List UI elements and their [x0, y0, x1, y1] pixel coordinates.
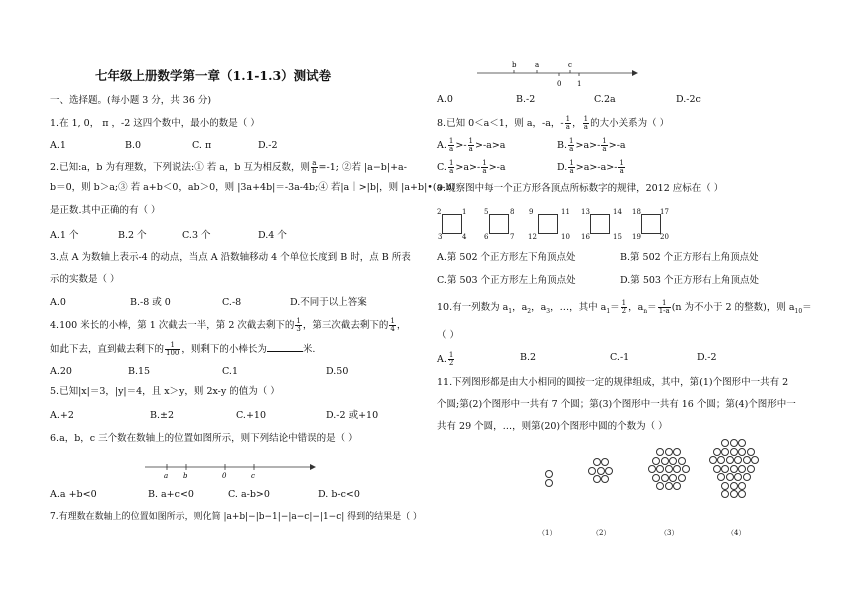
- q11-line1: 11.下列图形都是由大小相同的圆按一定的规律组成，其中，第(1)个图形中一共有 2: [437, 377, 789, 388]
- q2-option-d: D.4 个: [258, 230, 287, 241]
- circle: [721, 465, 729, 473]
- q10-option-d: D.-2: [697, 352, 717, 363]
- figure-caption-2: （2）: [592, 529, 611, 537]
- section-heading: 一、选择题。(每小题 3 分，共 36 分): [50, 95, 212, 106]
- q6-option-b: B. a+c<0: [148, 489, 194, 500]
- q1-option-b: B.0: [125, 140, 142, 151]
- circle: [678, 474, 686, 482]
- page-title: 七年级上册数学第一章（1.1-1.3）测试卷: [95, 68, 332, 83]
- q9-option-a: A.第 502 个正方形左下角顶点处: [437, 252, 576, 263]
- circle: [747, 448, 755, 456]
- q4-option-b: B.15: [128, 366, 151, 377]
- q4-line1: 4.100 米长的小棒，第 1 次截去一半，第 2 次截去剩下的 $\frac{1}{3}$ ，第三次截去剩下的 $\frac{1}{4}$ ，: [50, 317, 407, 333]
- q6-label-c: c: [251, 472, 255, 480]
- circle: [673, 482, 681, 490]
- circle: [743, 456, 751, 464]
- q6-label-a: a: [164, 472, 169, 480]
- circle: [665, 465, 673, 473]
- figure-caption-4: （4）: [727, 529, 746, 537]
- circle: [669, 474, 677, 482]
- circle: [652, 474, 660, 482]
- q11-line2: 个圆;第(2)个图形中一共有 7 个圆；第(3)个图形中一共有 16 个圆；第(4)个图形中一: [437, 399, 796, 410]
- q9-option-b: B.第 502 个正方形右上角顶点处: [620, 252, 759, 263]
- circle: [751, 456, 759, 464]
- figure-caption-1: （1）: [538, 529, 557, 537]
- circle: [545, 470, 553, 478]
- q2-fraction: $\frac{a}{b}$: [312, 159, 317, 175]
- q6-label-b: b: [183, 472, 188, 480]
- q3-line1: 3.点 A 为数轴上表示-4 的动点，当点 A 沿数轴移动 4 个单位长度到 B 时，点 B 所表: [50, 252, 411, 263]
- circle: [717, 456, 725, 464]
- q2-line2: b＝0，则 b＞a;③ 若 a+b＜0，ab＞0，则 |3a+4b|＝-3a-4b;④ 若|a｜>|b|，则 |a+b|•(a-b): [50, 182, 456, 193]
- circle: [661, 457, 669, 465]
- q3-option-b: B.-8 或 0: [130, 297, 171, 308]
- answer-blank: [267, 342, 303, 352]
- q7-option-b: B.-2: [516, 94, 536, 105]
- circle: [730, 439, 738, 447]
- circle: [747, 465, 755, 473]
- q9-option-d: D.第 503 个正方形右上角顶点处: [620, 275, 759, 286]
- circle: [721, 439, 729, 447]
- q3-option-a: A.0: [50, 297, 66, 308]
- circle: [721, 490, 729, 498]
- circle: [656, 465, 664, 473]
- q5-option-b: B.±2: [150, 410, 175, 421]
- circle: [713, 465, 721, 473]
- circle: [652, 457, 660, 465]
- q10-option-c: C.-1: [610, 352, 630, 363]
- circle: [730, 465, 738, 473]
- q2-line3: 是正数.其中正确的有（ ）: [50, 205, 161, 216]
- circle: [648, 465, 656, 473]
- q7-option-a: A.0: [437, 94, 453, 105]
- figure-caption-3: （3）: [660, 529, 679, 537]
- q11-line3: 共有 29 个圆，…，则第(20)个图形中圆的个数为（ ）: [437, 421, 668, 432]
- circle: [665, 448, 673, 456]
- q6-option-a: A.a +b<0: [50, 489, 97, 500]
- circle: [673, 448, 681, 456]
- q8-option-c: C. $\frac{1}{a}$ >a>- $\frac{1}{a}$ >-a: [437, 159, 506, 175]
- q1-text: 1.在 1, 0， π ，-2 这四个数中，最小的数是（ ）: [50, 118, 260, 129]
- circle: [665, 482, 673, 490]
- circle: [730, 482, 738, 490]
- square-5: [641, 214, 661, 234]
- q10-paren: （ ）: [437, 330, 460, 341]
- q5-text: 5.已知|x|＝3，|y|＝4，且 x＞y，则 2x-y 的值为（ ）: [50, 386, 280, 397]
- circle: [721, 448, 729, 456]
- q5-option-c: C.+10: [236, 410, 266, 421]
- q3-option-d: D.不同于以上答案: [290, 297, 367, 308]
- q6-option-c: C. a-b>0: [228, 489, 270, 500]
- q10-text: 10.有一列数为 $a_1$，$a_2$，$a_3$，…，其中 $a_1=$ $\frac{1}{2}$ ，$a_n=$ $\frac{1}{1-a}$ (n 为不小于 2 的整数)，则 $a_{10}=$: [437, 299, 812, 315]
- q7-option-c: C.2a: [594, 94, 616, 105]
- circle: [743, 473, 751, 481]
- q2-option-c: C.3 个: [182, 230, 211, 241]
- circle: [656, 482, 664, 490]
- axis-label-1: 1: [577, 80, 582, 88]
- q9-option-c: C.第 503 个正方形左上角顶点处: [437, 275, 576, 286]
- square-1: [442, 214, 462, 234]
- circle: [726, 456, 734, 464]
- q8-option-d: D. $\frac{1}{a}$ >a>-a>- $\frac{1}{a}$: [557, 159, 624, 175]
- circle: [682, 465, 690, 473]
- q2-line1: 2.已知:a，b 为有理数，下列说法:① 若 a，b 互为相反数，则 $\frac{a}{b}$ =-1; ②若 |a−b|+a-: [50, 159, 407, 175]
- q3-line2: 示的实数是（ ）: [50, 274, 120, 285]
- q7-text: 7.有理数在数轴上的位置如图所示，则化简 |a+b|−|b−1|−|a−c|−|1−c| 得到的结果是（ ）: [50, 512, 423, 522]
- q7-option-d: D.-2c: [676, 94, 701, 105]
- q8-option-b: B. $\frac{1}{a}$ >a>- $\frac{1}{a}$ >-a: [557, 137, 626, 153]
- circle: [545, 479, 553, 487]
- q4-option-d: D.50: [326, 366, 349, 377]
- q6-option-d: D. b-c<0: [318, 489, 360, 500]
- q4-option-c: C.1: [222, 366, 238, 377]
- circle: [738, 448, 746, 456]
- circle: [738, 465, 746, 473]
- q1-option-c: C. π: [192, 140, 212, 151]
- q1-option-d: D.-2: [258, 140, 278, 151]
- circle: [597, 467, 605, 475]
- circle: [738, 439, 746, 447]
- circle: [730, 490, 738, 498]
- q10-option-a: A. $\frac{1}{2}$: [437, 351, 454, 367]
- circle: [709, 456, 717, 464]
- circle: [721, 482, 729, 490]
- q6-text: 6.a，b，c 三个数在数轴上的位置如图所示，则下列结论中错误的是（ ）: [50, 433, 358, 444]
- q9-text: 9.观察图中每一个正方形各顶点所标数字的规律，2012 应标在（ ）: [437, 183, 724, 194]
- circle: [588, 467, 596, 475]
- q5-option-a: A.+2: [50, 410, 74, 421]
- q5-option-d: D.-2 或+10: [326, 410, 379, 421]
- square-3: [538, 214, 558, 234]
- circle: [738, 490, 746, 498]
- circle: [605, 467, 613, 475]
- circle: [669, 457, 677, 465]
- circle: [593, 458, 601, 466]
- q3-option-c: C.-8: [222, 297, 242, 308]
- q1-option-a: A.1: [50, 140, 66, 151]
- q7-number-line: [472, 58, 642, 90]
- circle: [593, 475, 601, 483]
- circle: [661, 474, 669, 482]
- square-4: [590, 214, 610, 234]
- q4-line2: 如此下去，直到截去剩下的 $\frac{1}{100}$ ，则剩下的小棒长为 米.: [50, 341, 316, 357]
- circle: [734, 473, 742, 481]
- q6-number-line: [140, 462, 320, 480]
- q2-option-a: A.1 个: [50, 230, 79, 241]
- circle: [726, 473, 734, 481]
- axis-label-a: a: [535, 61, 540, 69]
- axis-label-b: b: [512, 61, 517, 69]
- q10-option-b: B.2: [520, 352, 537, 363]
- axis-label-0: 0: [557, 80, 562, 88]
- axis-label-c: c: [568, 61, 572, 69]
- q8-text: 8.已知 0＜a＜1，则 a，-a，- $\frac{1}{a}$ ， $\frac{1}{a}$ 的大小关系为（ ）: [437, 115, 670, 131]
- q8-option-a: A. $\frac{1}{a}$ >- $\frac{1}{a}$ >-a>a: [437, 137, 506, 153]
- circle: [656, 448, 664, 456]
- q4-option-a: A.20: [50, 366, 72, 377]
- circle: [730, 448, 738, 456]
- q6-label-0: 0: [222, 472, 227, 480]
- q2-option-b: B.2 个: [118, 230, 147, 241]
- circle: [601, 475, 609, 483]
- square-2: [489, 214, 509, 234]
- circle: [717, 473, 725, 481]
- circle: [678, 457, 686, 465]
- circle: [601, 458, 609, 466]
- circle: [734, 456, 742, 464]
- circle: [738, 482, 746, 490]
- circle: [673, 465, 681, 473]
- circle: [713, 448, 721, 456]
